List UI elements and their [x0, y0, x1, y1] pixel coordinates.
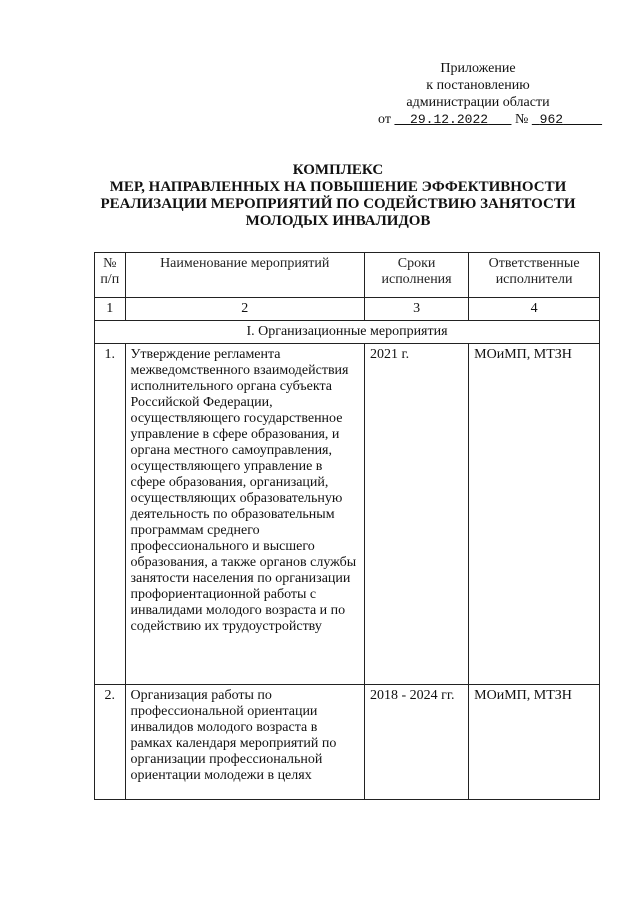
- table-row: [95, 344, 600, 685]
- title-line-2: МЕР, НАПРАВЛЕННЫХ НА ПОВЫШЕНИЕ ЭФФЕКТИВНОСТИ: [109, 179, 567, 195]
- header-responsible: Ответственные исполнители: [469, 253, 600, 298]
- header-term: Сроки исполнения: [364, 253, 468, 298]
- measures-table: [94, 252, 600, 800]
- header-name: Наименование мероприятий: [125, 253, 364, 298]
- column-number: 3: [364, 298, 468, 321]
- column-number: 4: [469, 298, 600, 321]
- appendix-authority: администрации области: [406, 95, 550, 110]
- title-line-1: КОМПЛЕКС: [292, 162, 384, 178]
- section-row: [95, 321, 600, 344]
- column-number-row: [95, 298, 600, 321]
- date-prefix: от: [378, 112, 391, 127]
- title-line-3: РЕАЛИЗАЦИИ МЕРОПРИЯТИЙ ПО СОДЕЙСТВИЮ ЗАНЯТОСТИ: [100, 196, 576, 212]
- row-name: Утверждение регламента межведомственного взаимодействия исполнительного органа субъекта Российской Федерации, осуществляющего государственное управление в сфере образования, и органа местного самоуправления, осуществляющего управление в сфере образования, организаций, осуществляющих образовательную деятельность по образовательным программам среднего профессионального и высшего образования, а также органов службы занятости населения по организации профориентационной работы с инвалидами молодого возраста и по содействию их трудоустройству: [125, 344, 364, 685]
- appendix-block: [378, 60, 578, 128]
- row-term: 2018 - 2024 гг.: [364, 685, 468, 800]
- row-responsible: МОиМП, МТЗН: [469, 685, 600, 800]
- decree-date: 29.12.2022: [410, 112, 489, 127]
- number-prefix: №: [514, 112, 529, 127]
- title-line-4: МОЛОДЫХ ИНВАЛИДОВ: [245, 213, 431, 229]
- row-name: Организация работы по профессиональной ориентации инвалидов молодого возраста в рамках календаря мероприятий по организации профессиональной ориентации молодежи в целях: [125, 685, 364, 800]
- section-title: I. Организационные мероприятия: [95, 321, 600, 344]
- row-number: 2.: [95, 685, 126, 800]
- row-term: 2021 г.: [364, 344, 468, 685]
- column-number: 2: [125, 298, 364, 321]
- appendix-ref: к постановлению: [426, 78, 530, 93]
- decree-number: 962: [539, 112, 564, 127]
- row-number: 1.: [95, 344, 126, 685]
- column-number: 1: [95, 298, 126, 321]
- row-responsible: МОиМП, МТЗН: [469, 344, 600, 685]
- table-header-row: [95, 253, 600, 298]
- header-num: № п/п: [95, 253, 126, 298]
- table-row: [95, 685, 600, 800]
- appendix-title: Приложение: [440, 61, 516, 76]
- appendix-dateline: [378, 111, 578, 128]
- document-title: [88, 162, 588, 230]
